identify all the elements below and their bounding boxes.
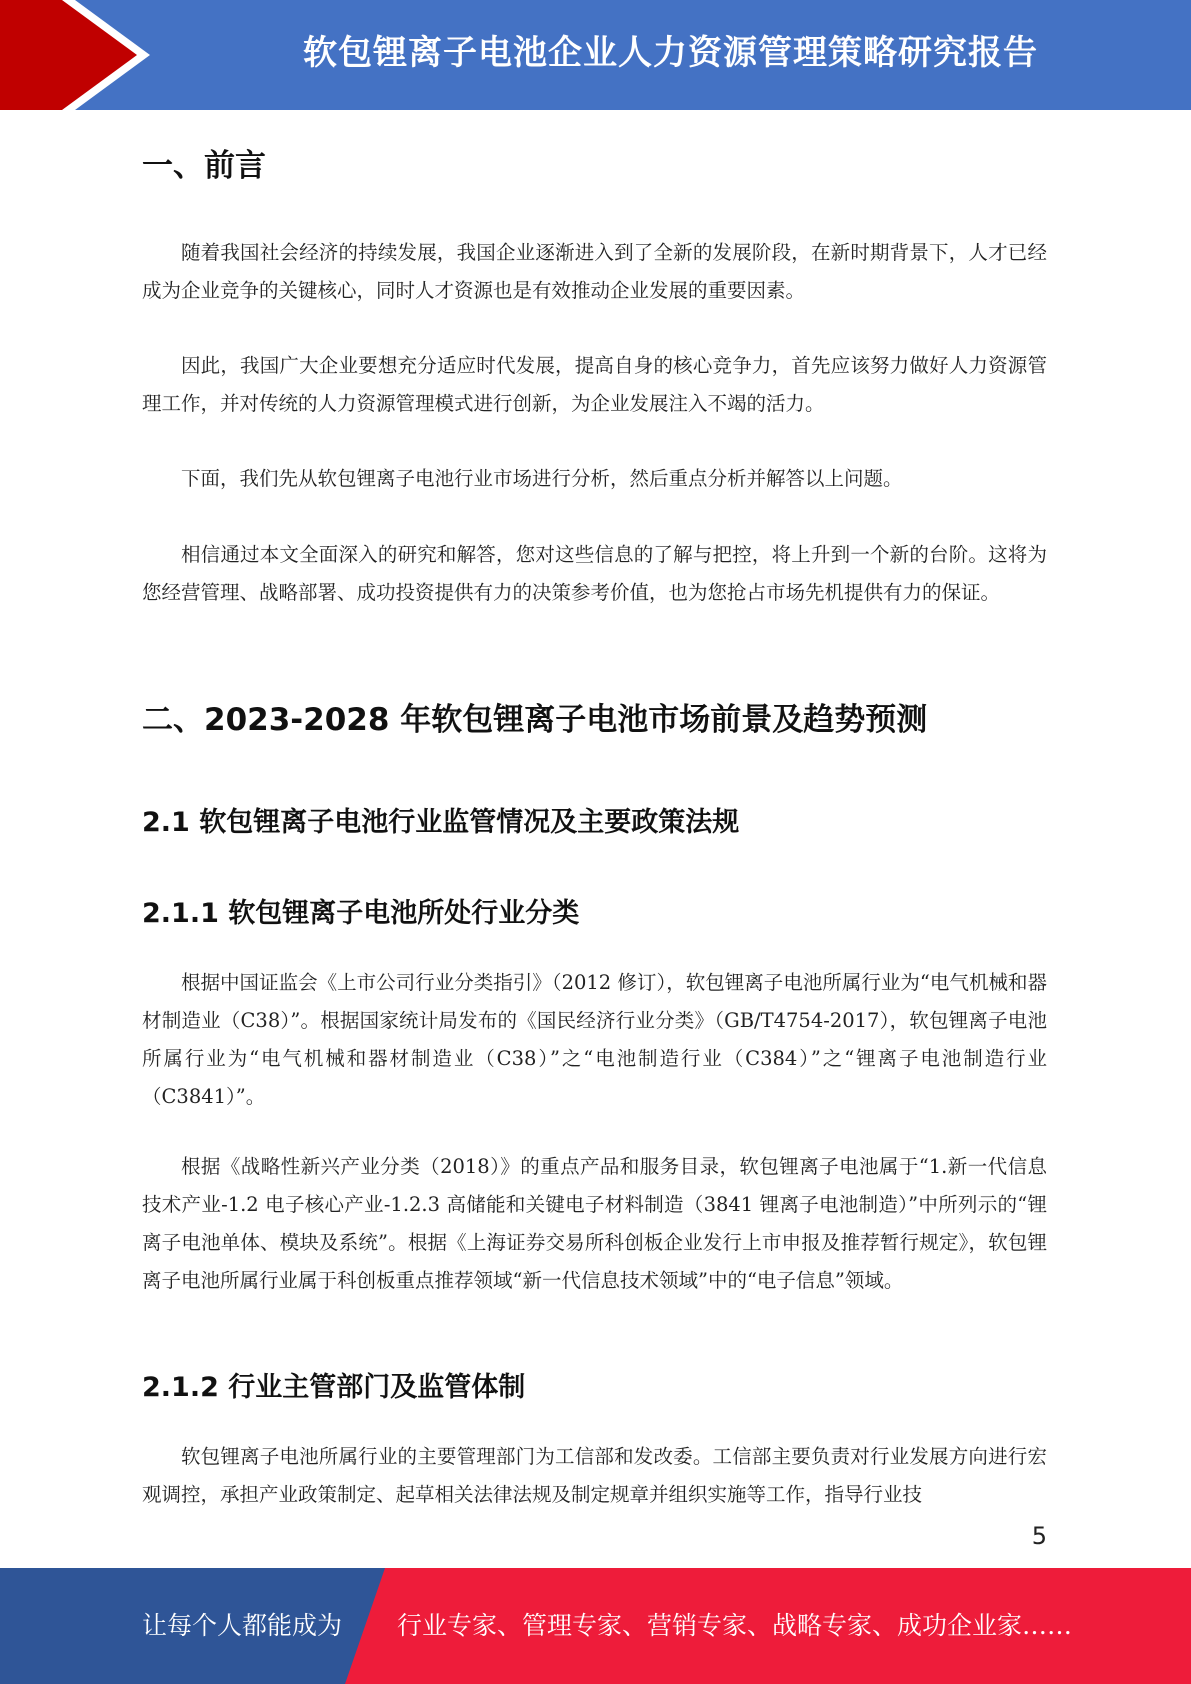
paragraph: 相信通过本文全面深入的研究和解答，您对这些信息的了解与把控，将上升到一个新的台阶。这将为您经营管理、战略部署、成功投资提供有力的决策参考价值，也为您抢占市场先机提供有力的保证。	[142, 543, 1047, 604]
section-heading-preface: 一、前言	[142, 148, 266, 184]
subsection-heading-2-1-2: 2.1.2 行业主管部门及监管体制	[142, 1372, 526, 1403]
paragraph: 软包锂离子电池所属行业的主要管理部门为工信部和发改委。工信部主要负责对行业发展方向进行宏观调控，承担产业政策制定、起草相关法律法规及制定规章并组织实施等工作，指导行业技	[142, 1445, 1047, 1506]
red-chevron-decoration	[0, 0, 160, 110]
paragraph: 根据中国证监会《上市公司行业分类指引》（2012 修订），软包锂离子电池所属行业为“电气机械和器材制造业（C38）”。根据国家统计局发布的《国民经济行业分类》（GB/T4754-2017），软包锂离子电池所属行业为“电气机械和器材制造业（C38）”之“电池制造行业（C384）”之“锂离子电池制造行业（C3841）”。	[142, 971, 1047, 1108]
page-header-banner	[0, 0, 1191, 110]
section-heading-market-forecast: 二、2023-2028 年软包锂离子电池市场前景及趋势预测	[142, 702, 928, 738]
footer-slogan-right: 行业专家、管理专家、营销专家、战略专家、成功企业家……	[397, 1611, 1073, 1640]
page-number: 5	[1031, 1522, 1047, 1550]
footer-slogan-left: 让每个人都能成为	[142, 1611, 343, 1640]
paragraph: 根据《战略性新兴产业分类（2018）》的重点产品和服务目录，软包锂离子电池属于“1.新一代信息技术产业-1.2 电子核心产业-1.2.3 高储能和关键电子材料制造（3841 锂离子电池制造）”中所列示的“锂离子电池单体、模块及系统”。根据《上海证券交易所科创板企业发行上市申报及推荐暂行规定》，软包锂离子电池所属行业属于科创板重点推荐领域“新一代信息技术领域”中的“电子信息”领域。	[142, 1155, 1047, 1292]
paragraph: 下面，我们先从软包锂离子电池行业市场进行分析，然后重点分析并解答以上问题。	[181, 467, 903, 490]
subsection-heading-2-1: 2.1 软包锂离子电池行业监管情况及主要政策法规	[142, 807, 740, 838]
report-title: 软包锂离子电池企业人力资源管理策略研究报告	[303, 33, 1038, 73]
paragraph: 因此，我国广大企业要想充分适应时代发展，提高自身的核心竞争力，首先应该努力做好人力资源管理工作，并对传统的人力资源管理模式进行创新，为企业发展注入不竭的活力。	[142, 354, 1047, 415]
page-footer-banner	[0, 1568, 1191, 1684]
subsection-heading-2-1-1: 2.1.1 软包锂离子电池所处行业分类	[142, 898, 580, 929]
paragraph: 随着我国社会经济的持续发展，我国企业逐渐进入到了全新的发展阶段，在新时期背景下，人才已经成为企业竞争的关键核心，同时人才资源也是有效推动企业发展的重要因素。	[142, 241, 1047, 302]
